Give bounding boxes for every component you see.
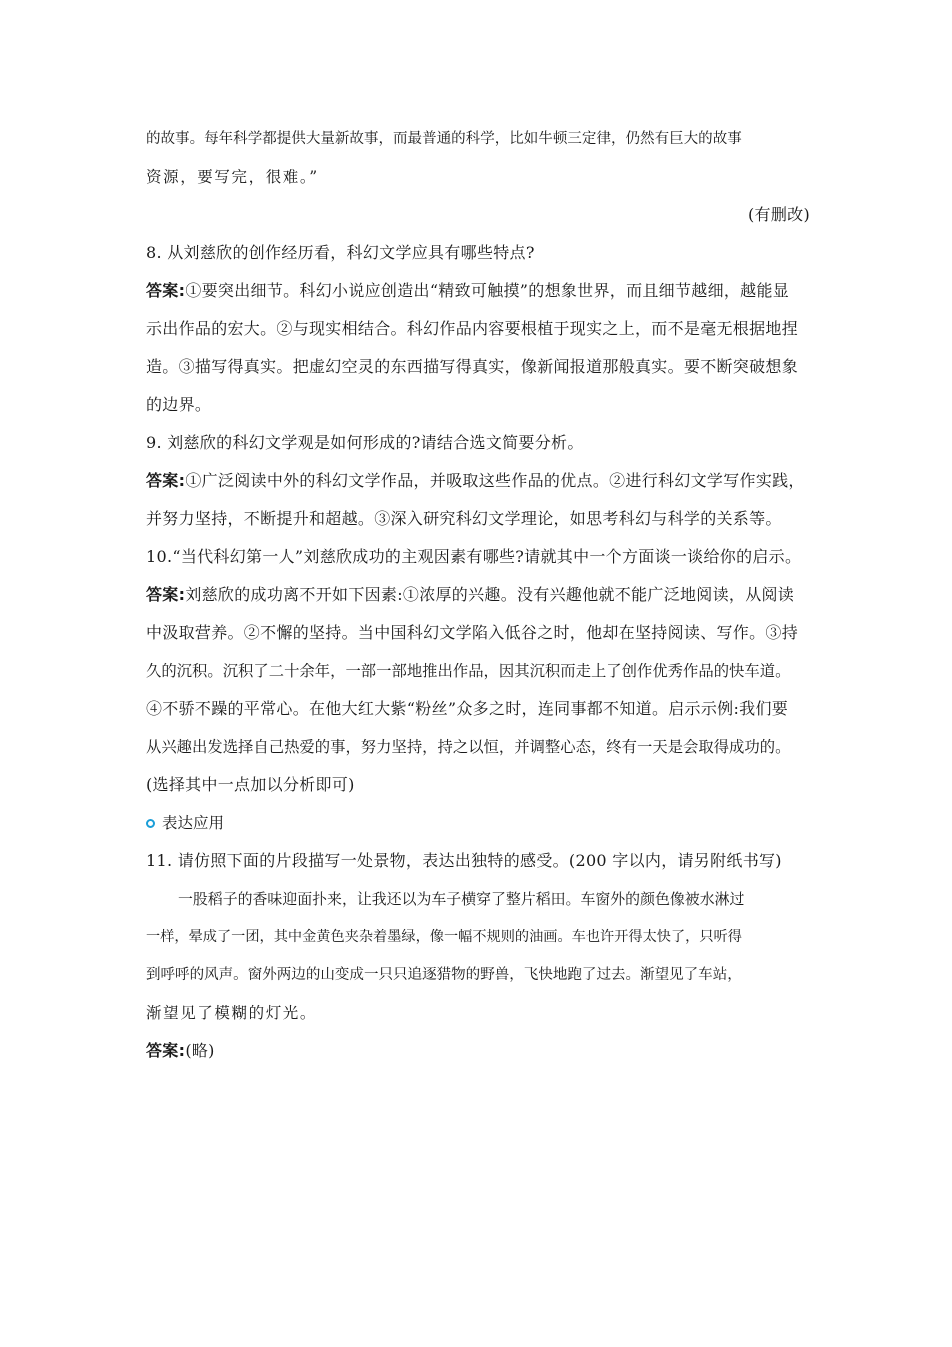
question-8: 8. 从刘慈欣的创作经历看，科幻文学应具有哪些特点? [146, 243, 535, 262]
answer-11 [146, 1032, 810, 1070]
question-9: 9. 刘慈欣的科幻文学观是如何形成的?请结合选文简要分析。 [146, 433, 584, 452]
sample-passage-line-4: 渐望见了模糊的灯光。 [146, 1004, 318, 1022]
sample-passage-line-3: 到呼呼的风声。窗外两边的山变成一只只追逐猎物的野兽，飞快地跑了过去。渐望见了车站， [146, 967, 742, 983]
answer-10-line-5: 从兴趣出发选择自己热爱的事，努力坚持，持之以恒，并调整心态，终有一天是会取得成功的。 [146, 738, 791, 756]
answer-9-line-2: 并努力坚持，不断提升和超越。③深入研究科幻文学理论，如思考科幻与科学的关系等。 [146, 509, 782, 528]
answer-text: ①要突出细节。科幻小说应创造出“精致可触摸”的想象世界，而且细节越细，越能显 [185, 281, 790, 300]
answer-text: 刘慈欣的成功离不开如下因素:①浓厚的兴趣。没有兴趣他就不能广泛地阅读，从阅读 [185, 585, 795, 604]
document-page [146, 120, 810, 1070]
answer-label: 答案: [146, 471, 186, 490]
answer-text: ①广泛阅读中外的科幻文学作品，并吸取这些作品的优点。②进行科幻文学写作实践， [185, 471, 805, 490]
answer-8-line-4: 的边界。 [146, 395, 212, 414]
section-heading [146, 804, 810, 842]
abridged-note: (有删改) [748, 205, 810, 224]
answer-label: 答案: [146, 1041, 186, 1060]
answer-9-line-1 [146, 462, 810, 500]
circle-bullet-icon [146, 819, 155, 828]
answer-text: (略) [185, 1041, 215, 1060]
answer-10-line-6: (选择其中一点加以分析即可) [146, 775, 355, 794]
answer-8-line-3: 造。③描写得真实。把虚幻空灵的东西描写得真实，像新闻报道那般真实。要不断突破想象 [146, 357, 799, 376]
question-11: 11. 请仿照下面的片段描写一处景物，表达出独特的感受。(200 字以内，请另附纸书写) [146, 851, 782, 870]
answer-10-line-2: 中汲取营养。②不懈的坚持。当中国科幻文学陷入低谷之时，他却在坚持阅读、写作。③持 [146, 623, 799, 642]
answer-10-line-1 [146, 576, 810, 614]
answer-8-line-2: 示出作品的宏大。②与现实相结合。科幻作品内容要根植于现实之上，而不是毫无根据地捏 [146, 319, 799, 338]
answer-10-line-3: 久的沉积。沉积了二十余年，一部一部地推出作品，因其沉积而走上了创作优秀作品的快车道。 [146, 662, 791, 680]
question-10: 10.“当代科幻第一人”刘慈欣成功的主观因素有哪些?请就其中一个方面谈一谈给你的启示。 [146, 547, 802, 566]
passage-tail-line-1: 的故事。每年科学都提供大量新故事，而最普通的科学，比如牛顿三定律，仍然有巨大的故事 [146, 131, 742, 147]
sample-passage-line-1: 一股稻子的香味迎面扑来，让我还以为车子横穿了整片稻田。车窗外的颜色像被水淋过 [178, 890, 745, 908]
passage-tail-line-2: 资源，要写完，很难。” [146, 168, 319, 186]
section-title: 表达应用 [162, 814, 225, 832]
sample-passage-line-2: 一样，晕成了一团，其中金黄色夹杂着墨绿，像一幅不规则的油画。车也许开得太快了，只听得 [146, 929, 742, 945]
answer-label: 答案: [146, 585, 186, 604]
answer-8-line-1 [146, 272, 810, 310]
answer-label: 答案: [146, 281, 186, 300]
answer-10-line-4: ④不骄不躁的平常心。在他大红大紫“粉丝”众多之时，连同事都不知道。启示示例:我们要 [146, 699, 789, 718]
